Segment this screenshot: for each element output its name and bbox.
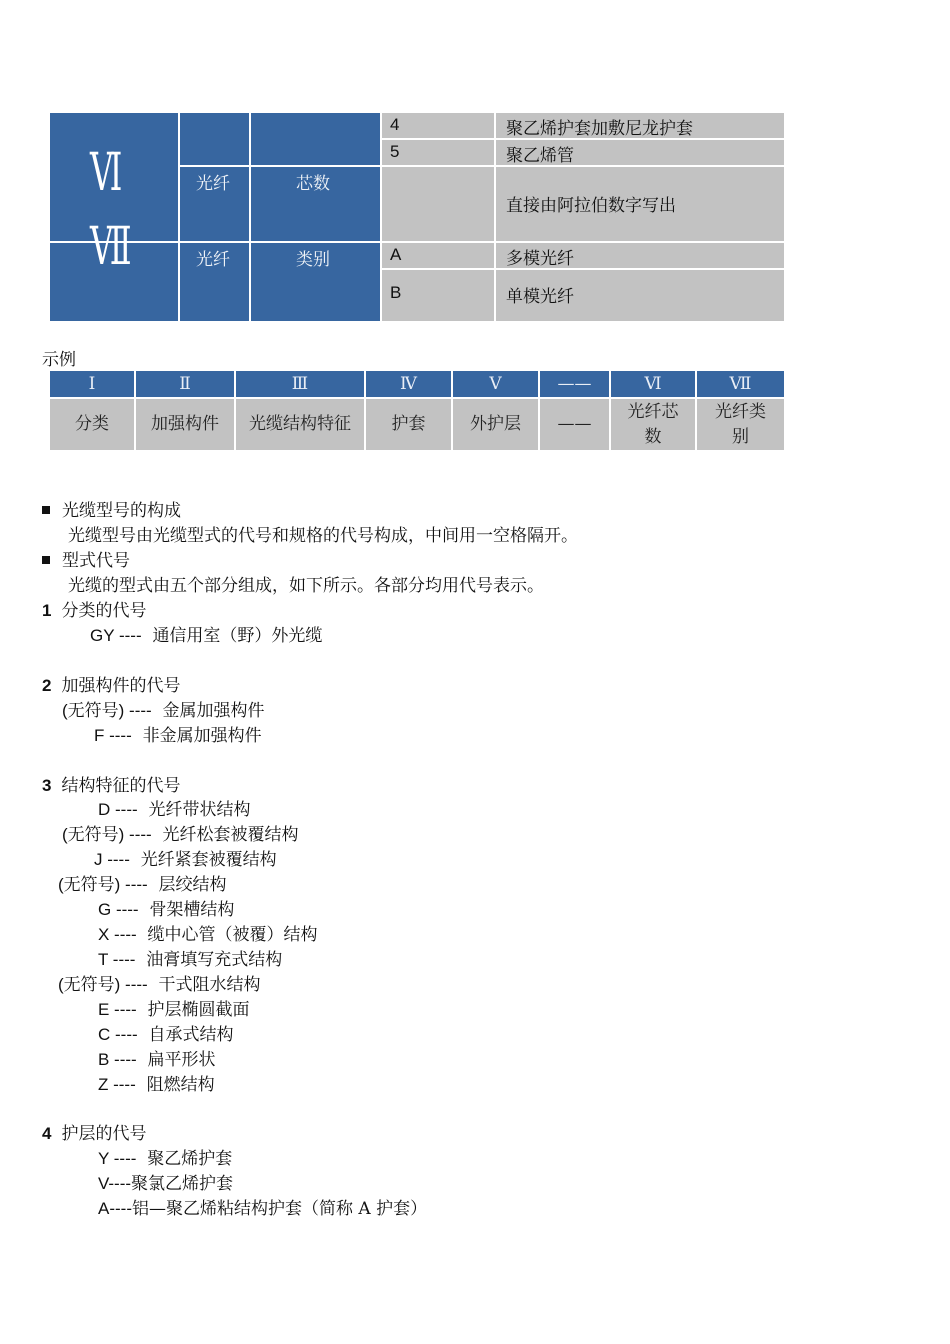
- col-separator: [249, 113, 251, 321]
- core-count-label: 芯数: [296, 174, 330, 194]
- body-cell: 加强构件: [136, 399, 236, 450]
- code-item: D ---- 光纤带状结构: [98, 800, 251, 820]
- code-item: V----聚氯乙烯护套: [98, 1174, 234, 1194]
- section-text-type: 光缆的型式由五个部分组成，如下所示。各部分均用代号表示。: [68, 576, 544, 596]
- code-item: G ---- 骨架槽结构: [98, 900, 235, 920]
- fiber-label: 光纤: [196, 250, 230, 270]
- code-item: T ---- 油膏填写充式结构: [98, 950, 283, 970]
- desc-cell: 多模光纤: [496, 243, 784, 268]
- header-cell: Ⅳ: [366, 371, 453, 397]
- desc-cell: 单模光纤: [496, 270, 784, 321]
- code-item: (无符号) ---- 金属加强构件: [62, 701, 265, 721]
- header-cell: Ⅱ: [136, 371, 236, 397]
- part-heading: 3 结构特征的代号: [42, 776, 181, 796]
- code-item: Z ---- 阻燃结构: [98, 1075, 215, 1095]
- code-item: F ---- 非金属加强构件: [94, 726, 262, 746]
- code-cell: B: [382, 270, 494, 321]
- roman-numeral-vi: VI: [90, 143, 119, 203]
- part-heading: 2 加强构件的代号: [42, 676, 181, 696]
- code-item: E ---- 护层椭圆截面: [98, 1000, 250, 1020]
- header-cell: Ⅰ: [50, 371, 136, 397]
- type-code-table: [50, 113, 784, 321]
- col-separator: [178, 113, 180, 321]
- body-cell: 外护层: [453, 399, 540, 450]
- desc-cell: 聚乙烯护套加敷尼龙护套: [496, 113, 784, 138]
- header-cell: Ⅲ: [236, 371, 366, 397]
- header-cell: Ⅵ: [611, 371, 697, 397]
- code-cell: 5: [382, 140, 494, 165]
- code-cell: A: [382, 243, 494, 268]
- row-separator: [180, 165, 380, 167]
- code-item: A----铝—聚乙烯粘结构护套（简称 A 护套）: [98, 1199, 428, 1219]
- bullet-icon: [42, 556, 50, 564]
- code-item: (无符号) ---- 层绞结构: [58, 875, 227, 895]
- section-text-model: 光缆型号由光缆型式的代号和规格的代号构成，中间用一空格隔开。: [68, 526, 578, 546]
- code-item: (无符号) ---- 干式阻水结构: [58, 975, 261, 995]
- example-label: 示例: [42, 350, 76, 370]
- bullet-icon: [42, 506, 50, 514]
- body-cell: 光纤芯数: [611, 399, 697, 450]
- code-cell: 4: [382, 113, 494, 138]
- code-cell: [382, 167, 494, 241]
- part-heading: 4 护层的代号: [42, 1124, 147, 1144]
- body-cell: 光缆结构特征: [236, 399, 366, 450]
- body-cell: 光纤类别: [697, 399, 784, 450]
- body-cell: 护套: [366, 399, 453, 450]
- fiber-type-label: 类别: [296, 250, 330, 270]
- code-item: Y ---- 聚乙烯护套: [98, 1149, 233, 1169]
- code-item: B ---- 扁平形状: [98, 1050, 216, 1070]
- example-table: [50, 371, 784, 450]
- desc-cell: 聚乙烯管: [496, 140, 784, 165]
- code-item: X ---- 缆中心管（被覆）结构: [98, 925, 318, 945]
- body-cell: ——: [540, 399, 611, 450]
- fiber-label: 光纤: [196, 174, 230, 194]
- header-cell: Ⅶ: [697, 371, 784, 397]
- body-cell: 分类: [50, 399, 136, 450]
- roman-numeral-vii: Ⅶ: [90, 217, 128, 277]
- part-heading: 1 分类的代号: [42, 601, 147, 621]
- code-item: GY ---- 通信用室（野）外光缆: [90, 626, 323, 646]
- section-heading-model: 光缆型号的构成: [42, 499, 181, 523]
- desc-cell: 直接由阿拉伯数字写出: [496, 167, 784, 241]
- header-cell: Ⅴ: [453, 371, 540, 397]
- code-item: J ---- 光纤紧套被覆结构: [94, 850, 277, 870]
- code-item: (无符号) ---- 光纤松套被覆结构: [62, 825, 299, 845]
- code-item: C ---- 自承式结构: [98, 1025, 234, 1045]
- header-cell: ——: [540, 371, 611, 397]
- section-heading-type: 型式代号: [42, 549, 130, 573]
